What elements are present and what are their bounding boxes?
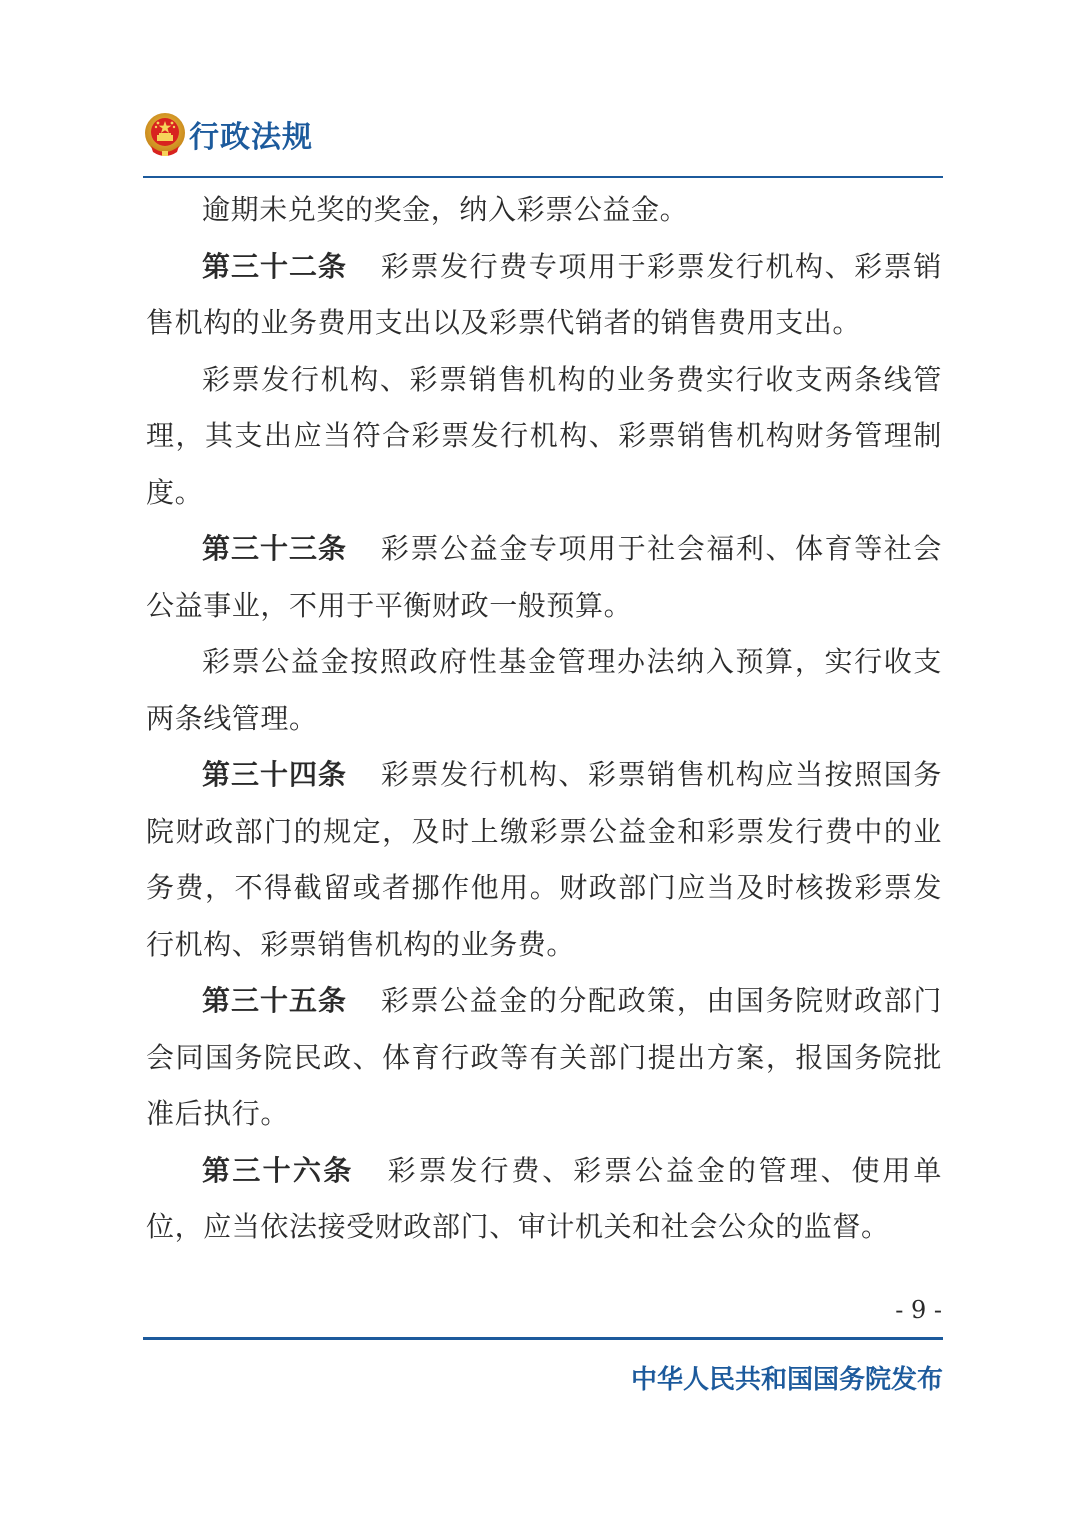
paragraph [146,352,942,522]
paragraph-text: 彩票公益金的分配政策，由国务院财政部门会同国务院民政、体育行政等有关部门提出方案，报国务院批准后执行。 [146,984,942,1130]
paragraph-text: 彩票公益金按照政府性基金管理办法纳入预算，实行收支两条线管理。 [146,645,942,735]
paragraph [146,973,942,1143]
paragraph [146,182,942,239]
header-divider [143,176,943,178]
paragraph-text: 彩票发行费专项用于彩票发行机构、彩票销售机构的业务费用支出以及彩票代销者的销售费用支出。 [146,249,942,339]
header-title: 行政法规 [189,120,313,155]
footer-divider [143,1337,943,1340]
paragraph [146,634,942,747]
article-number: 第三十三条 [202,532,347,565]
page-number: - 9 - [895,1296,942,1324]
paragraph-text: 逾期未兑奖的奖金，纳入彩票公益金。 [202,193,689,226]
page-header [143,112,943,164]
document-body [146,182,942,1256]
paragraph-text: 彩票发行费、彩票公益金的管理、使用单位，应当依法接受财政部门、审计机关和社会公众的监督。 [146,1153,942,1243]
national-emblem-icon [143,112,187,158]
paragraph-text: 彩票发行机构、彩票销售机构应当按照国务院财政部门的规定，及时上缴彩票公益金和彩票发行费中的业务费，不得截留或者挪作他用。财政部门应当及时核拨彩票发行机构、彩票销售机构的业务费。 [146,758,942,961]
footer-publisher: 中华人民共和国国务院发布 [630,1365,943,1395]
paragraph [146,747,942,973]
article-number: 第三十四条 [202,758,347,791]
paragraph [146,521,942,634]
article-number: 第三十五条 [202,984,347,1017]
paragraph [146,1143,942,1256]
paragraph-text: 彩票发行机构、彩票销售机构的业务费实行收支两条线管理，其支出应当符合彩票发行机构、彩票销售机构财务管理制度。 [146,362,942,509]
paragraph-text: 彩票公益金专项用于社会福利、体育等社会公益事业，不用于平衡财政一般预算。 [146,532,942,622]
paragraph [146,239,942,352]
article-number: 第三十六条 [202,1153,354,1187]
article-number: 第三十二条 [202,249,347,283]
